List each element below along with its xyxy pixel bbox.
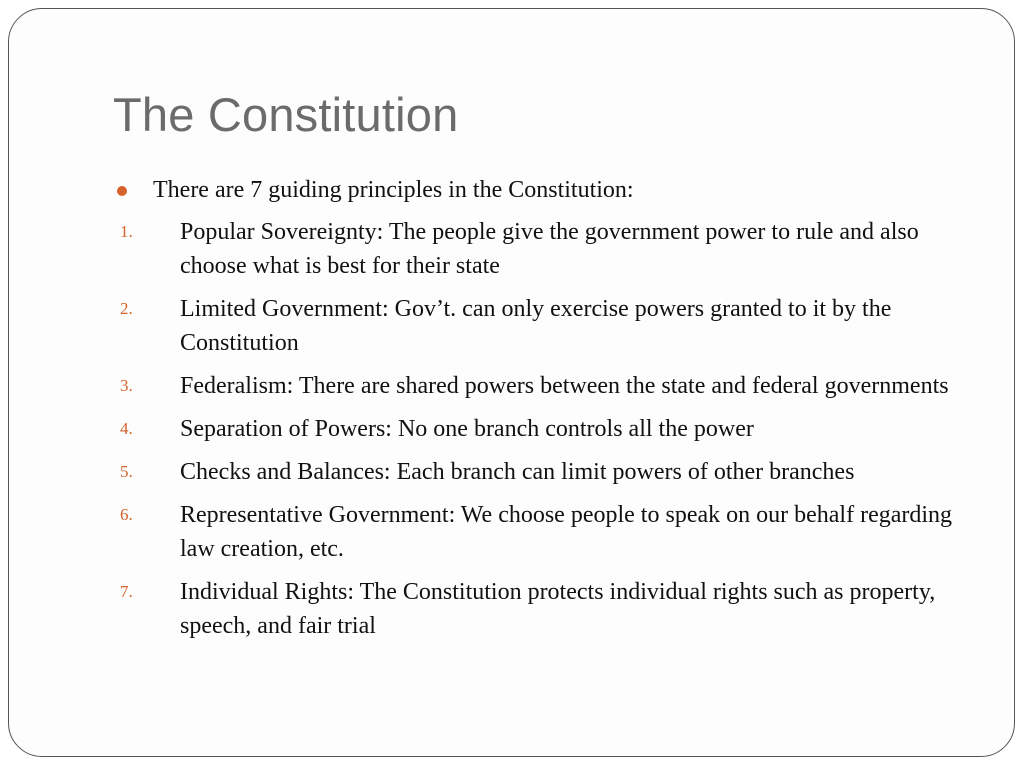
- principles-list: [113, 215, 983, 652]
- item-number: 5.: [120, 462, 133, 481]
- item-number: 6.: [120, 505, 133, 524]
- item-text: Popular Sovereignty: The people give the government power to rule and also choose what is best for their state: [180, 219, 919, 279]
- item-text: Limited Government: Gov’t. can only exercise powers granted to it by the Constitution: [180, 296, 892, 356]
- bullet-dot-icon: [117, 186, 127, 196]
- list-item: [113, 369, 983, 403]
- item-number: 3.: [120, 376, 133, 395]
- item-text: Federalism: There are shared powers between the state and federal governments: [180, 373, 949, 399]
- item-number: 7.: [120, 582, 133, 601]
- list-item: [113, 412, 983, 446]
- item-number: 1.: [120, 222, 133, 241]
- item-number: 2.: [120, 299, 133, 318]
- item-number: 4.: [120, 419, 133, 438]
- item-text: Separation of Powers: No one branch controls all the power: [180, 416, 754, 442]
- list-item: [113, 498, 983, 566]
- list-item: [113, 215, 983, 283]
- item-text: Individual Rights: The Constitution protects individual rights such as property, speech, and fair trial: [180, 579, 936, 639]
- list-item: [113, 575, 983, 643]
- item-text: Representative Government: We choose people to speak on our behalf regarding law creation, etc.: [180, 502, 953, 562]
- slide-title: The Constitution: [113, 88, 459, 141]
- intro-text: There are 7 guiding principles in the Constitution:: [153, 177, 634, 203]
- slide: [8, 8, 1015, 757]
- list-item: [113, 292, 983, 360]
- item-text: Checks and Balances: Each branch can limit powers of other branches: [180, 459, 855, 485]
- list-item: [113, 455, 983, 489]
